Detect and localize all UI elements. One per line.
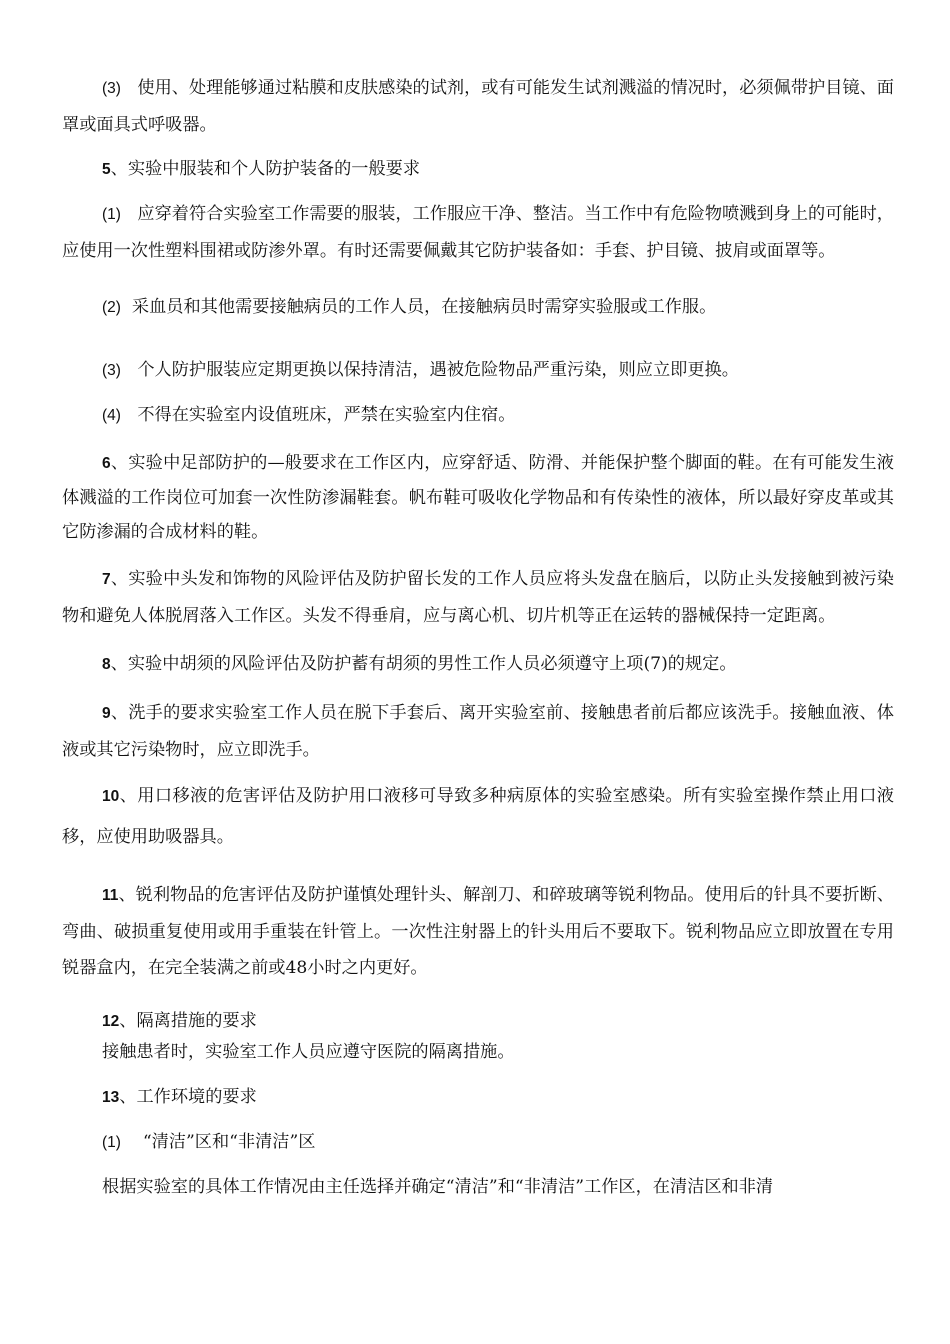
document-page — [62, 70, 894, 1205]
item-number: (2) — [102, 299, 121, 316]
paragraph-text: “清洁”区和“非清洁”区 — [142, 1132, 316, 1152]
section-6-foot-protection — [62, 446, 894, 549]
paragraph-text: 接触患者时，实验室工作人员应遵守医院的隔离措施。 — [102, 1042, 515, 1062]
paragraph-text: 采血员和其他需要接触病员的工作人员，在接触病员时需穿实验服或工作服。 — [131, 297, 717, 317]
section-12-body — [62, 1037, 894, 1067]
section-5-item-4 — [62, 397, 894, 434]
section-number: 9 — [102, 705, 111, 722]
item-number: (3) — [102, 80, 121, 97]
section-number: 8 — [102, 656, 111, 673]
paragraph-text: 、洗手的要求实验室工作人员在脱下手套后、离开实验室前、接触患者前后都应该洗手。接触血液、体液或其它污染物时，应立即洗手。 — [62, 703, 894, 760]
section-13-heading — [62, 1079, 894, 1116]
section-title: 、隔离措施的要求 — [119, 1011, 257, 1031]
paragraph-text: 不得在实验室内设值班床，严禁在实验室内住宿。 — [137, 405, 516, 425]
paragraph-text: 、用口移液的危害评估及防护用口液移可导致多种病原体的实验室感染。所有实验室操作禁止用口液移，应使用助吸器具。 — [62, 786, 894, 847]
section-10-mouth-pipetting — [62, 776, 894, 857]
paragraph-text: 、实验中胡须的风险评估及防护蓄有胡须的男性工作人员必须遵守上项(7)的规定。 — [110, 654, 737, 674]
section-number: 13 — [102, 1089, 120, 1106]
section-13-body — [62, 1169, 894, 1205]
paragraph-text: 根据实验室的具体工作情况由主任选择并确定“清洁”和“非清洁”工作区，在清洁区和非清 — [102, 1177, 774, 1197]
section-number: 5 — [102, 161, 111, 178]
paragraph-text: 应穿着符合实验室工作需要的服装，工作服应干净、整洁。当工作中有危险物喷溅到身上的可能时，应使用一次性塑料围裙或防渗外罩。有时还需要佩戴其它防护装备如：手套、护目镜、披肩或面罩等。 — [62, 204, 894, 261]
paragraph-text: 、锐利物品的危害评估及防护谨慎处理针头、解剖刀、和碎玻璃等锐利物品。使用后的针具不要折断、弯曲、破损重复使用或用手重装在针管上。一次性注射器上的针头用后不要取下。锐利物品应立即放置在专用锐器盒内，在完全装满之前或48小时之内更好。 — [62, 885, 894, 978]
section-number: 6 — [102, 455, 111, 472]
item-number: (1) — [102, 1134, 121, 1151]
section-12-heading — [62, 1006, 894, 1037]
section-number: 10 — [102, 788, 120, 805]
paragraph-text: 、实验中足部防护的—般要求在工作区内，应穿舒适、防滑、并能保护整个脚面的鞋。在有可能发生液体溅溢的工作岗位可加套一次性防渗漏鞋套。帆布鞋可吸收化学物品和有传染性的液体，所以最好穿皮革或其它防渗漏的合成材料的鞋。 — [62, 453, 894, 542]
section-number: 11 — [102, 887, 119, 904]
section-number: 7 — [102, 571, 111, 588]
paragraph-3-eye-protection — [62, 70, 894, 143]
section-13-item-1 — [62, 1124, 894, 1161]
section-7-hair-protection — [62, 561, 894, 634]
section-5-item-3 — [62, 352, 894, 389]
section-number: 12 — [102, 1013, 120, 1030]
section-title: 、工作环境的要求 — [119, 1087, 257, 1107]
section-5-item-1 — [62, 196, 894, 269]
item-number: (4) — [102, 407, 121, 424]
section-11-sharps — [62, 877, 894, 986]
section-8-beard-protection — [62, 646, 894, 683]
item-number: (1) — [102, 206, 121, 223]
section-5-item-2 — [62, 289, 894, 326]
section-9-handwashing — [62, 695, 894, 768]
section-title: 、实验中服装和个人防护装备的一般要求 — [110, 159, 421, 179]
paragraph-text: 、实验中头发和饰物的风险评估及防护留长发的工作人员应将头发盘在脑后，以防止头发接触到被污染物和避免人体脱屑落入工作区。头发不得垂肩，应与离心机、切片机等正在运转的器械保持一定距离。 — [62, 569, 894, 626]
item-number: (3) — [102, 362, 121, 379]
paragraph-text: 使用、处理能够通过粘膜和皮肤感染的试剂，或有可能发生试剂溅溢的情况时，必须佩带护目镜、面罩或面具式呼吸器。 — [62, 78, 894, 135]
paragraph-text: 个人防护服装应定期更换以保持清洁，遇被危险物品严重污染，则应立即更换。 — [137, 360, 739, 380]
section-5-heading — [62, 151, 894, 188]
